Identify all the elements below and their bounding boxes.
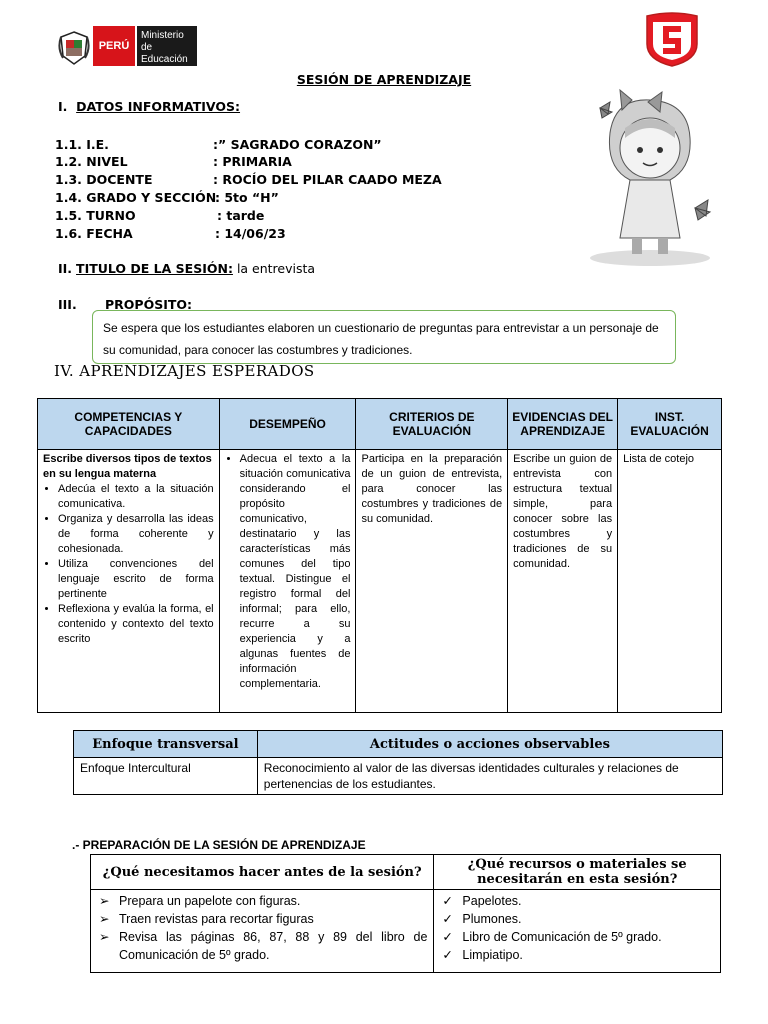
table-header-row <box>91 855 721 890</box>
page-title: SESIÓN DE APRENDIZAJE <box>296 72 472 87</box>
section-2: II. TITULO DE LA SESIÓN: la entrevista <box>58 261 316 276</box>
section-1-heading: I. DATOS INFORMATIVOS: <box>58 99 241 114</box>
list-item: • Organiza y desarrolla las ideas de forma coherente y cohesionada. <box>58 512 214 557</box>
col-header: ¿Qué recursos o materiales se necesitarán en esta sesión? <box>434 855 721 890</box>
peru-logo: PERÚ <box>93 26 135 66</box>
girl-illustration-icon <box>570 88 730 268</box>
row-label: 1.4. GRADO Y SECCIÓN <box>55 190 217 205</box>
row-label: 1.3. DOCENTE <box>55 172 153 187</box>
checkmark-icon: ✓ <box>442 948 453 962</box>
row-label: 1.1. I.E. <box>55 137 109 152</box>
list-item: ✓ Plumones. <box>442 912 522 926</box>
table-row <box>91 890 721 973</box>
row-label: 1.5. TURNO <box>55 208 136 223</box>
list-item: ✓ Libro de Comunicación de 5º grado. <box>442 930 662 944</box>
col-header: ¿Qué necesitamos hacer antes de la sesión? <box>91 855 434 890</box>
antes-cell <box>91 890 434 973</box>
list-item: • Reflexiona y evalúa la forma, el contenido y contexto del texto escrito <box>58 602 214 647</box>
list-item: ✓ Papelotes. <box>442 894 522 908</box>
desempeno-cell <box>219 450 356 713</box>
arrow-bullet-icon: ➢ <box>99 930 110 944</box>
row-value: :” SAGRADO CORAZON” <box>213 137 382 152</box>
arrow-bullet-icon: ➢ <box>99 912 110 926</box>
table-header-row <box>74 731 723 758</box>
checkmark-icon: ✓ <box>442 930 453 944</box>
col-header: Actitudes o acciones observables <box>257 731 722 758</box>
list-item: • Adecua el texto a la situación comunicativa considerando el propósito comunicativo, destinatario y las características más comunes del tipo textual. Distingue el registro formal del informal; para ello, recurre a su experiencia y a algunas fuentes de información complementaria. <box>240 452 351 692</box>
proposito-box: Se espera que los estudiantes elaboren un cuestionario de preguntas para entrevistar a un personaje de su comunidad, para conocer las costumbres y tradiciones. <box>92 310 676 364</box>
row-label: 1.6. FECHA <box>55 226 133 241</box>
ministry-logo: Ministerio de Educación <box>137 26 197 66</box>
criterios-cell: Participa en la preparación de un guion de entrevista, para conocer las costumbres y tradiciones de su comunidad. <box>356 450 508 713</box>
evidencias-cell: Escribe un guion de entrevista con estructura textual simple, para conocer sobre las costumbres y tradiciones de su comunidad. <box>508 450 618 713</box>
list-item: ➢ Traen revistas para recortar figuras <box>99 912 314 926</box>
section-3-heading: PROPÓSITO: <box>105 297 193 312</box>
row-value: : PRIMARIA <box>213 154 292 169</box>
recursos-cell <box>434 890 721 973</box>
list-item: ➢ Revisa las páginas 86, 87, 88 y 89 del libro de Comunicación de 5º grado. <box>99 930 428 962</box>
row-value: : tarde <box>217 208 265 223</box>
table-row <box>38 450 722 713</box>
enfoque-table <box>73 730 723 795</box>
list-item: • Adecúa el texto a la situación comunicativa. <box>58 482 214 512</box>
datos-informativos <box>55 137 475 247</box>
section-4-heading: IV. APRENDIZAJES ESPERADOS <box>54 362 315 380</box>
col-header: Enfoque transversal <box>74 731 258 758</box>
list-item: ➢ Prepara un papelote con figuras. <box>99 894 301 908</box>
competencia-title: Escribe diversos tipos de textos en su lengua materna <box>43 453 212 480</box>
col-header: INST. EVALUACIÓN <box>618 399 722 450</box>
checkmark-icon: ✓ <box>442 912 453 926</box>
list-item: • Utiliza convenciones del lenguaje escrito de forma pertinente <box>58 557 214 602</box>
row-label: 1.2. NIVEL <box>55 154 128 169</box>
col-header: DESEMPEÑO <box>219 399 356 450</box>
col-header: CRITERIOS DE EVALUACIÓN <box>356 399 508 450</box>
school-emblem-icon <box>641 10 703 68</box>
aprendizajes-table <box>37 398 722 713</box>
col-header: COMPETENCIAS Y CAPACIDADES <box>38 399 220 450</box>
list-item: ✓ Limpiatipo. <box>442 948 523 962</box>
section-3-number: III. <box>58 297 77 312</box>
row-value: : 5to “H” <box>215 190 279 205</box>
preparacion-table <box>90 854 721 973</box>
preparacion-heading: .- PREPARACIÓN DE LA SESIÓN DE APRENDIZAJE <box>72 838 366 852</box>
row-value: : ROCÍO DEL PILAR CAADO MEZA <box>213 172 442 187</box>
checkmark-icon: ✓ <box>442 894 453 908</box>
enfoque-cell: Enfoque Intercultural <box>74 758 258 795</box>
table-row <box>74 758 723 795</box>
actitud-cell: Reconocimiento al valor de las diversas identidades culturales y relaciones de pertenencias de los estudiantes. <box>257 758 722 795</box>
table-header-row <box>38 399 722 450</box>
col-header: EVIDENCIAS DEL APRENDIZAJE <box>508 399 618 450</box>
row-value: : 14/06/23 <box>215 226 286 241</box>
instrumento-cell: Lista de cotejo <box>618 450 722 713</box>
arrow-bullet-icon: ➢ <box>99 894 110 908</box>
peru-coat-of-arms-icon <box>57 28 91 66</box>
competencias-cell <box>38 450 220 713</box>
